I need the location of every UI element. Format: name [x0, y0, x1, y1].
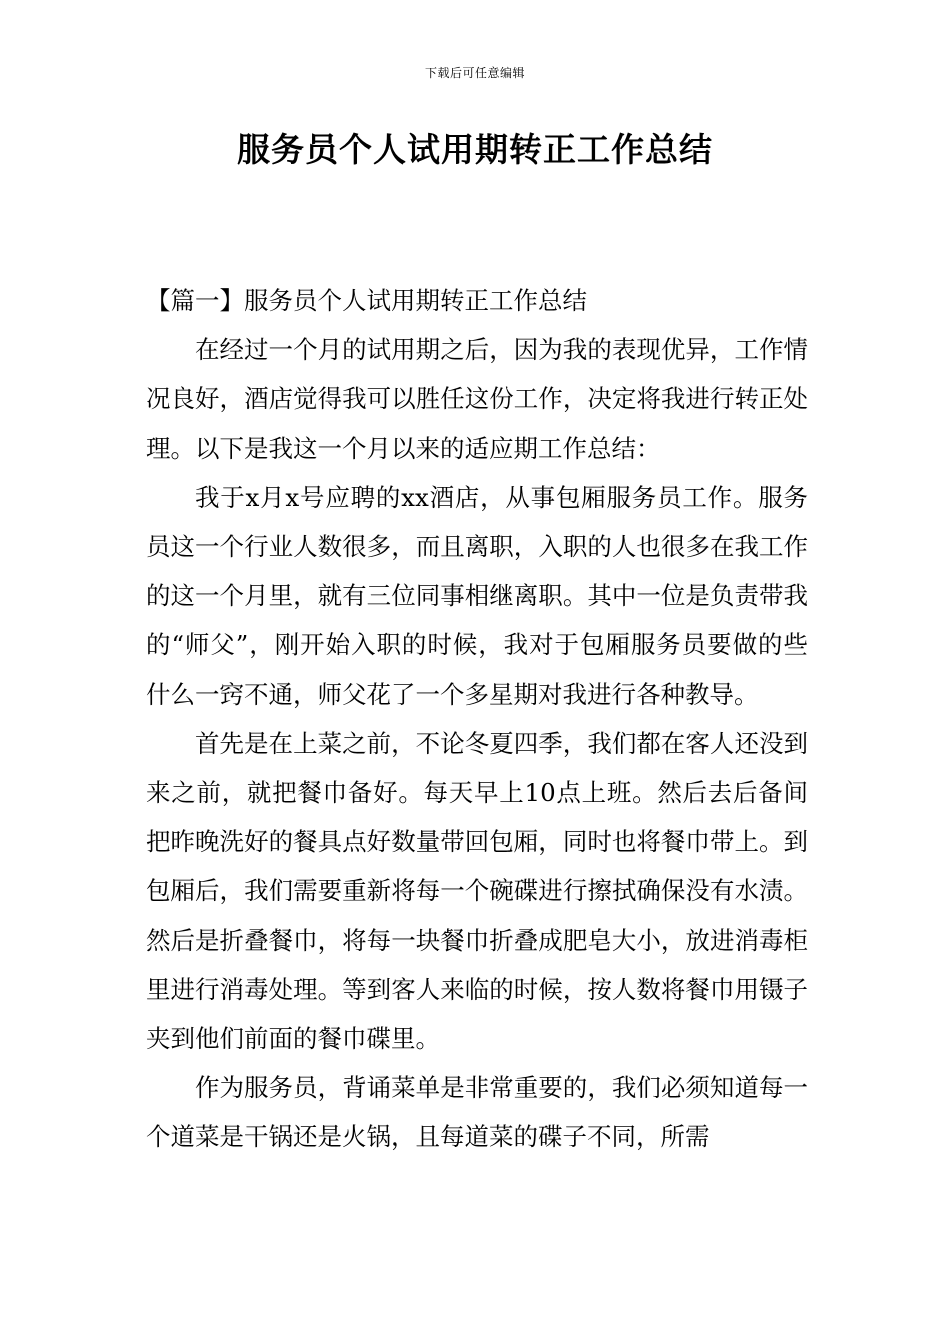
section-heading: 【篇一】服务员个人试用期转正工作总结 [146, 286, 587, 315]
header-note: 下载后可任意编辑 [424, 66, 525, 80]
paragraph: 首先是在上菜之前，不论冬夏四季，我们都在客人还没到来之前，就把餐巾备好。每天早上10点上班。然后去后备间把昨晚洗好的餐具点好数量带回包厢，同时也将餐巾带上。到包厢后，我们需要重新将每一个碗碟进行擦拭确保没有水渍。然后是折叠餐巾，将每一块餐巾折叠成肥皂大小，放进消毒柜里进行消毒处理。等到客人来临的时候，按人数将餐巾用镊子夹到他们前面的餐巾碟里。 [146, 728, 808, 1054]
paragraph: 在经过一个月的试用期之后，因为我的表现优异，工作情况良好，酒店觉得我可以胜任这份工作，决定将我进行转正处理。以下是我这一个月以来的适应期工作总结： [146, 335, 808, 463]
document-body [146, 276, 808, 1162]
document-title: 服务员个人试用期转正工作总结 [237, 130, 713, 169]
paragraph: 我于x月x号应聘的xx酒店，从事包厢服务员工作。服务员这一个行业人数很多，而且离职，入职的人也很多在我工作的这一个月里，就有三位同事相继离职。其中一位是负责带我的“师父”，刚开始入职的时候，我对于包厢服务员要做的些什么一窍不通，师父花了一个多星期对我进行各种教导。 [146, 482, 808, 709]
paragraph: 作为服务员，背诵菜单是非常重要的，我们必须知道每一个道菜是干锅还是火锅，且每道菜的碟子不同，所需 [146, 1073, 808, 1152]
